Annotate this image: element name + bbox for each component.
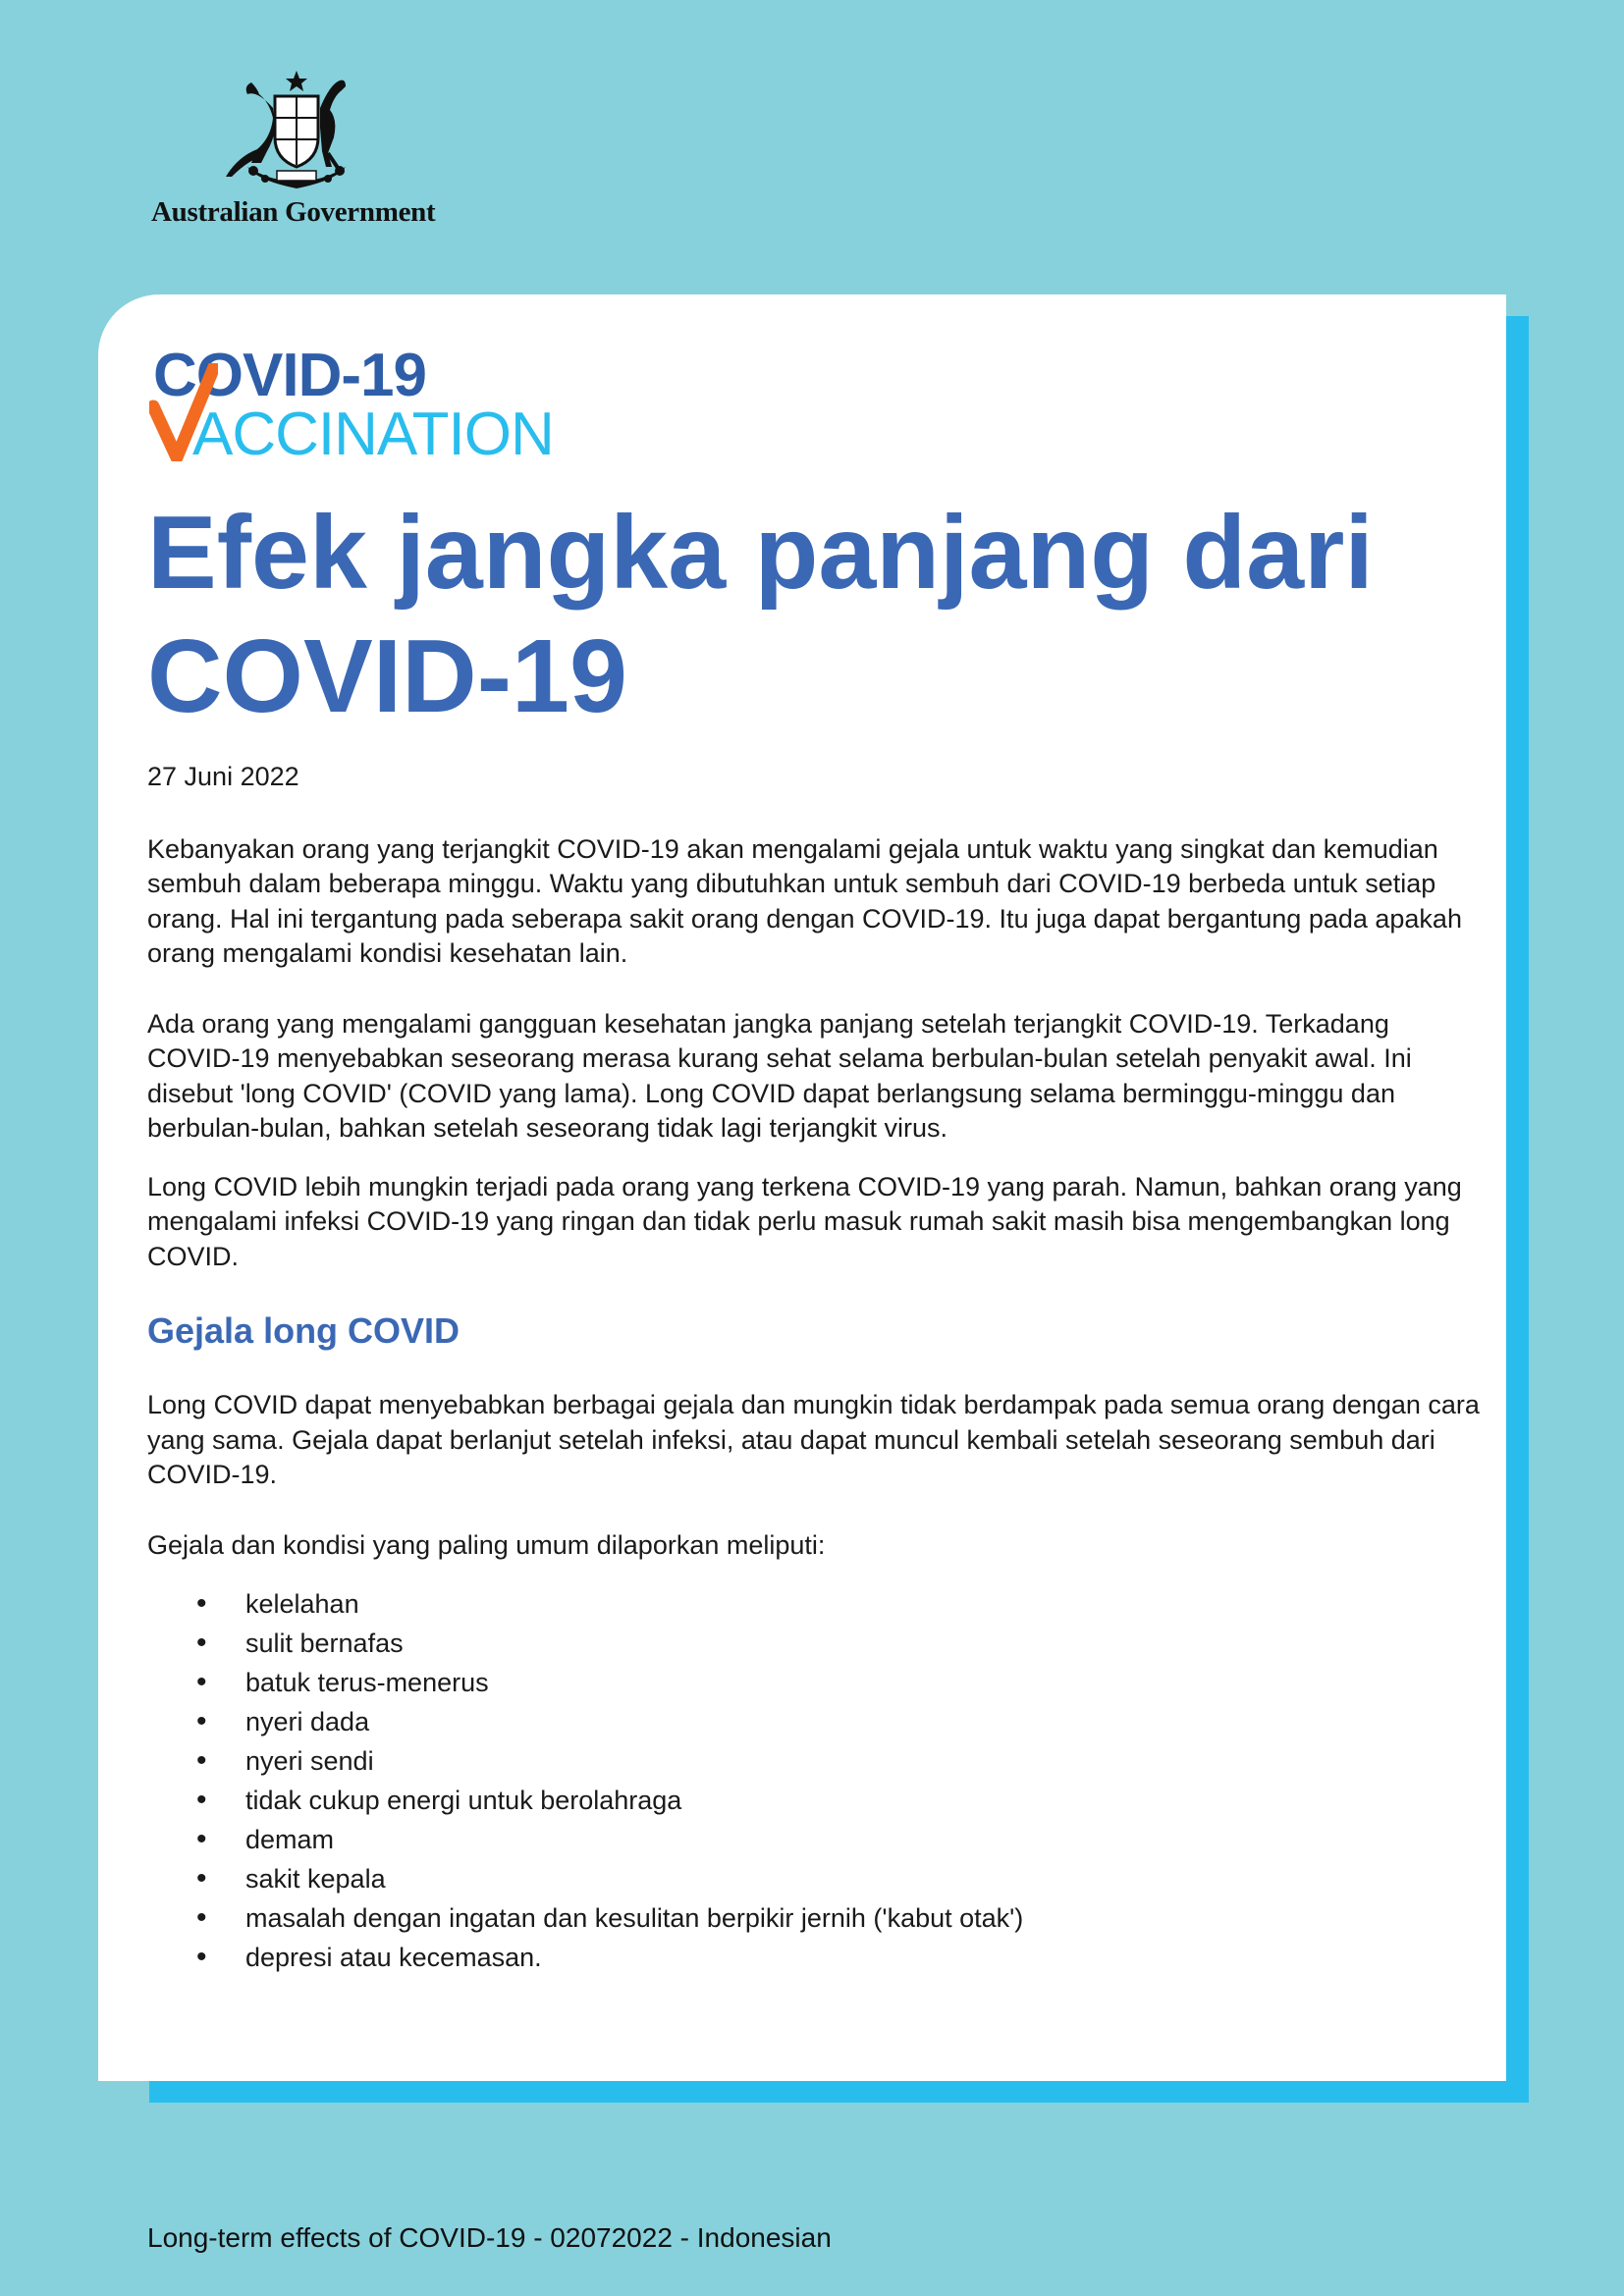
- government-name: Australian Government: [151, 196, 436, 228]
- list-item: • nyeri dada: [147, 1702, 1483, 1741]
- section-paragraph-1: Long COVID dapat menyebabkan berbagai gejala dan mungkin tidak berdampak pada semua orang dengan cara yang sama. Gejala dapat berlanjut setelah infeksi, atau dapat muncul kembali setelah seseorang sembuh dari COVID-19.: [147, 1390, 1480, 1489]
- coat-of-arms-icon: [218, 69, 375, 191]
- intro-paragraph-3: Long COVID lebih mungkin terjadi pada orang yang terkena COVID-19 yang parah. Namun, bahkan orang yang mengalami infeksi COVID-19 yang ringan dan tidak perlu masuk rumah sakit masih bisa mengembangkan long COVID.: [147, 1171, 1462, 1271]
- list-item: • depresi atau kecemasan.: [147, 1938, 1483, 1977]
- section-paragraph-2: Gejala dan kondisi yang paling umum dilaporkan meliputi:: [147, 1529, 826, 1560]
- list-item: • tidak cukup energi untuk berolahraga: [147, 1781, 1483, 1820]
- document-footer: Long-term effects of COVID-19 - 02072022 - Indonesian: [147, 2222, 832, 2253]
- intro-paragraph-1: Kebanyakan orang yang terjangkit COVID-19 akan mengalami gejala untuk waktu yang singkat dan kemudian sembuh dalam beberapa minggu. Waktu yang dibutuhkan untuk sembuh dari COVID-19 berbeda untuk setiap orang. Hal ini tergantung pada seberapa sakit orang dengan COVID-19. Itu juga dapat bergantung pada apakah orang mengalami kondisi kesehatan lain.: [147, 833, 1462, 968]
- intro-paragraph-2: Ada orang yang mengalami gangguan kesehatan jangka panjang setelah terjangkit COVID-19. Terkadang COVID-19 menyebabkan seseorang merasa kurang sehat selama berbulan-bulan setelah penyakit awal. Ini disebut 'long COVID' (COVID yang lama). Long COVID dapat berlangsung selama berminggu-minggu dan berbulan-bulan, bahkan setelah seseorang tidak lagi terjangkit virus.: [147, 1008, 1412, 1143]
- list-item: • kelelahan: [147, 1584, 1483, 1624]
- page-title: Efek jangka panjang dari COVID-19: [147, 495, 1374, 734]
- checkmark-icon: [149, 363, 218, 461]
- document-body: [147, 760, 1483, 1977]
- logo-vaccination-text: ACCINATION: [192, 400, 554, 468]
- covid-vaccination-logo: [149, 342, 601, 468]
- section-heading: Gejala long COVID: [147, 1310, 460, 1351]
- document-date: 27 Juni 2022: [147, 762, 299, 791]
- list-item: • sulit bernafas: [147, 1624, 1483, 1663]
- list-item: • masalah dengan ingatan dan kesulitan berpikir jernih ('kabut otak'): [147, 1898, 1483, 1938]
- list-item: • sakit kepala: [147, 1859, 1483, 1898]
- logo-line-covid: COVID-19: [153, 342, 426, 409]
- list-item: • demam: [147, 1820, 1483, 1859]
- list-item: • nyeri sendi: [147, 1741, 1483, 1781]
- list-item: • batuk terus-menerus: [147, 1663, 1483, 1702]
- australian-government-logo: [147, 69, 461, 236]
- symptom-list: [147, 1584, 1483, 1977]
